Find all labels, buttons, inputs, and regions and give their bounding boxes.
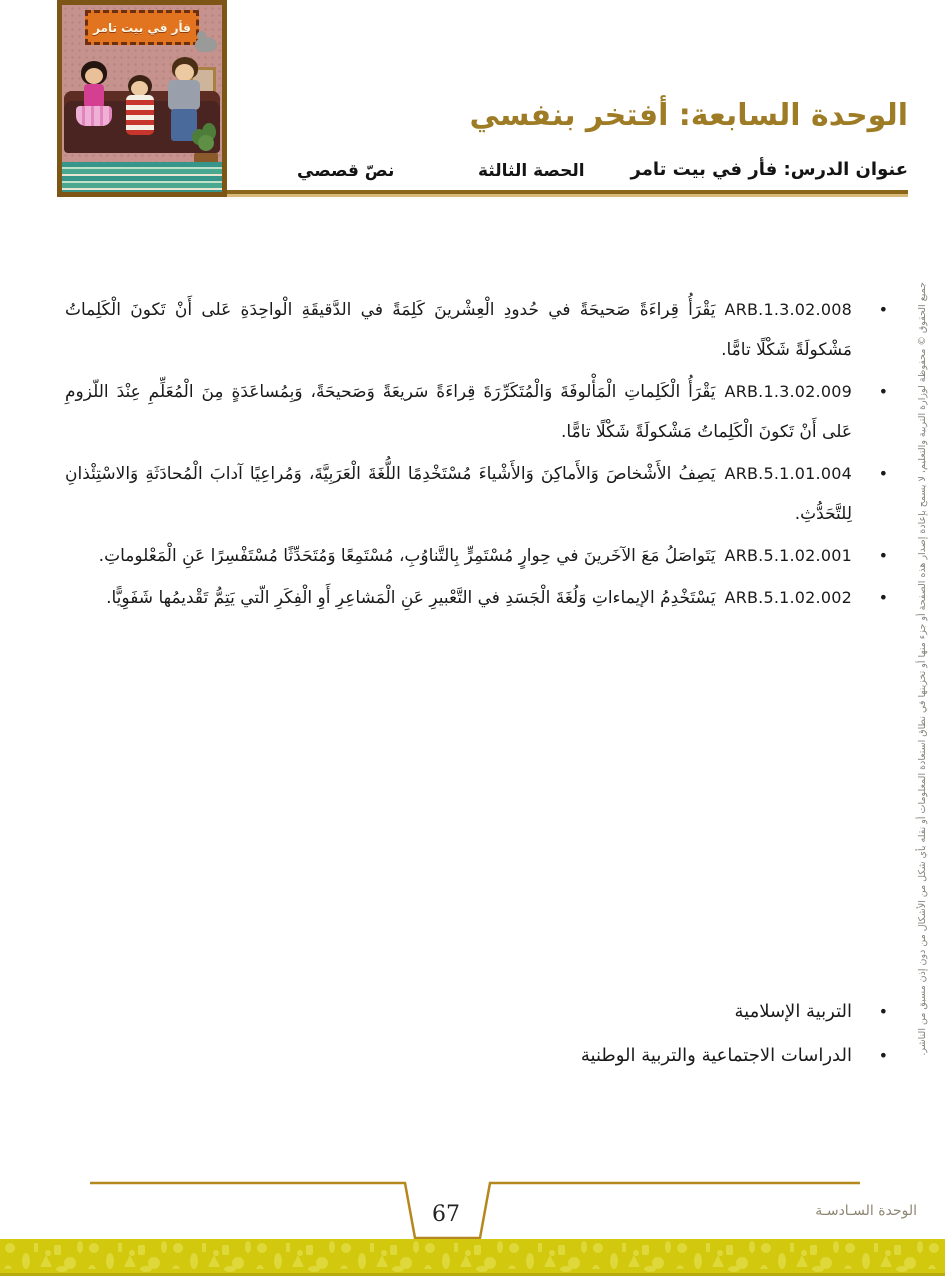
book-cover-illustration	[62, 5, 222, 192]
session-label: الحصة الثالثة	[478, 161, 585, 181]
standard-text: يَقْرَأُ قِراءَةً صَحيحَةً في حُدودِ الْعِشْرينَ كَلِمَةً في الدَّقيقَةِ الْواحِدَةِ عَلى أَنْ تَكونَ الْكَلِماتُ مَشْكولَةً شَكْلًا تامًّا.	[65, 300, 852, 360]
decorative-strip	[0, 1239, 945, 1276]
unit-title: الوحدة السابعة: أفتخر بنفسي	[469, 98, 908, 133]
standard-code: ARB.1.3.02.008	[724, 300, 852, 319]
bullet-marker: •	[878, 546, 888, 565]
book-cover-title-banner	[85, 10, 199, 45]
standard-item	[65, 454, 890, 534]
standard-code: ARB.5.1.02.001	[724, 546, 852, 565]
standard-code: ARB.5.1.02.002	[724, 588, 852, 607]
header-rule	[227, 190, 908, 197]
subject-label: التربية الإسلامية	[734, 1001, 852, 1022]
bullet-marker: •	[878, 464, 888, 483]
standard-item	[65, 372, 890, 452]
mouse-illustration	[195, 31, 219, 53]
doll-girl-pink	[74, 61, 118, 161]
subject-item	[65, 998, 890, 1026]
book-cover	[57, 0, 227, 197]
doll-girl-striped	[122, 75, 158, 161]
bullet-marker: •	[878, 300, 888, 319]
standard-item	[65, 536, 890, 576]
bullet-marker: •	[878, 1046, 888, 1065]
lesson-title: عنوان الدرس: فأر في بيت تامر	[630, 159, 908, 180]
subjects-list	[65, 998, 890, 1086]
page-number: 67	[432, 1202, 460, 1227]
book-cover-title: فأر في بيت تامر	[93, 20, 191, 35]
bullet-marker: •	[878, 1002, 888, 1021]
copyright-notice: جميع الحقوق © محفوظة لوزارة التربية والتعليم، لا يسمح بإعادة إصدار هذه الصفحة أو جزء منها أو تخزينها في نطاق استعادة المعلومات أو نقله بأي شكل من الأشكال من دون إذن مسبق من الناشر.	[917, 282, 928, 1056]
subject-item	[65, 1042, 890, 1070]
bullet-marker: •	[878, 382, 888, 401]
text-type-label: نصّ قصصي	[297, 161, 395, 181]
footer-unit-label: الوحدة السـادسـة	[815, 1203, 917, 1219]
standard-text: يَسْتَخْدِمُ الإيماءاتِ وَلُغَةَ الْجَسَدِ في التَّعْبيرِ عَنِ الْمَشاعِرِ أَوِ الْفِكَرِ الّتي يَتِمُّ تَقْديمُها شَفَوِيًّا.	[106, 588, 716, 608]
bullet-marker: •	[878, 588, 888, 607]
standard-text: يَقْرَأُ الْكَلِماتِ الْمَأْلوفَةَ وَالْمُتَكَرِّرَةَ قِراءَةً سَريعَةً وَصَحيحَةً، وَبِمُساعَدَةٍ مِنَ الْمُعَلِّمِ عِنْدَ اللّزومِ عَلى أَنْ تَكونَ الْكَلِماتُ مَشْكولَةً شَكْلًا تامًّا.	[65, 382, 852, 442]
standard-text: يَصِفُ الأَشْخاصَ وَالأَماكِنَ وَالأَشْياءَ مُسْتَخْدِمًا اللُّغَةَ الْعَرَبِيَّةَ، وَمُراعِيًا آدابَ الْمُحادَثَةِ وَالاسْتِئْذانِ لِلتَّحَدُّثِ.	[65, 464, 852, 524]
standard-text: يَتَواصَلُ مَعَ الآخَرينَ في حِوارٍ مُسْتَمِرٍّ بِالتَّناوُبِ، مُسْتَمِعًا وَمُتَحَدِّثًا مُسْتَفْسِرًا عَنِ الْمَعْلوماتِ.	[98, 546, 716, 566]
standard-item	[65, 290, 890, 370]
plant-illustration	[190, 121, 220, 155]
subject-label: الدراسات الاجتماعية والتربية الوطنية	[580, 1045, 852, 1066]
standard-code: ARB.1.3.02.009	[724, 382, 852, 401]
standard-item	[65, 578, 890, 618]
standard-code: ARB.5.1.01.004	[724, 464, 852, 483]
rug-illustration	[62, 162, 222, 192]
standards-list	[65, 290, 890, 620]
